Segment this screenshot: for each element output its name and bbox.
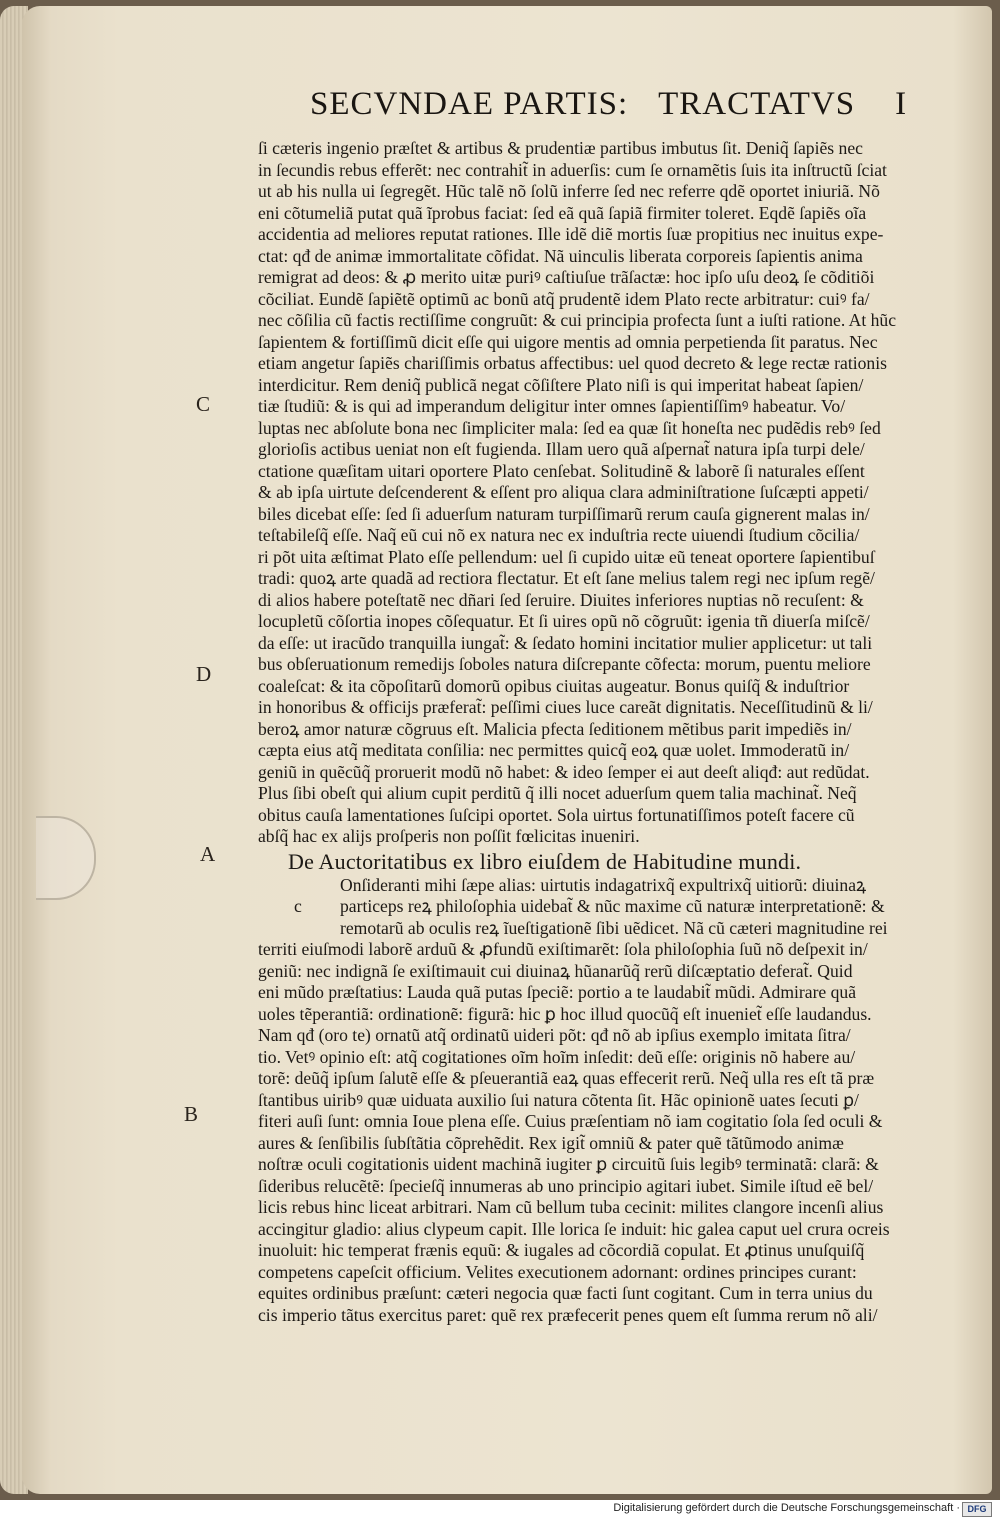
inline-marker-c: c [294, 896, 302, 916]
text-line: & ab ipſa uirtute deſcenderent & eſſent pro aliqua clara adminiſtratione ſuſcæpti appeti/ [258, 482, 869, 502]
text-line: in honoribus & officijs præferat̃: peſſimi ciues luce careãt dignitatis. Neceſſitudinũ & li/ [258, 697, 873, 717]
text-line: tio. Vetꝰ opinio eſt: atq̃ cogitationes oĩm hoĩm inſedit: deũ eſſe: originis nõ habere au/ [258, 1046, 856, 1067]
margin-letter-b: B [184, 1102, 199, 1126]
text-line: Plus ſibi obeſt qui alium cupit perditũ q̃ illi nocet aduerſum quem talia machinat̃. Neq̃ [258, 783, 857, 803]
text-line: glorioſis actibus ueniat non eſt fugienda. Illam uero quã aſpernat̃ natura ipſa turpi dele/ [258, 439, 865, 459]
text-line: Nam qđ (oro te) ornatũ atq̃ ordinatũ uideri põt: qđ nõ ab ipſius exemplo imitata ſitra/ [258, 1025, 851, 1045]
text-line: biles dicebat eſſe: ſed ſi aduerſum naturam turpiſſimarũ rerum cauſa gignerent malas in/ [258, 503, 870, 524]
text-line: territi eiuſmodi laborẽ arduũ & ꝓfundũ exiſtimarẽt: ſola philoſophia ſuũ nõ deſpexit in/ [258, 939, 868, 959]
paragraph-habitudine-body [258, 939, 970, 1326]
text-line: torẽ: deũq̃ ipſum ſalutẽ eſſe & pſeuerantiã eaꝝ quas effecerit rerũ. Neq̃ ulla res eſt tã præ [258, 1068, 875, 1088]
text-line: fiteri auſi ſunt: omnia Ioue plena eſſe. Cuius præſentiam nõ iam cogitatio ſola ſed oculi & [258, 1111, 883, 1131]
footer-bar [0, 1500, 1000, 1518]
text-line: ſtantibus uiribꝰ quæ uiduata auxilio ſui natura cõtenta ſit. Hãc opinionẽ uates ſecuti ꝑ/ [258, 1089, 859, 1110]
text-line: eni cõtumeliã putat quã ĩprobus faciat: ſed eã quã ſapiã firmiter toleret. Eqdẽ ſapiẽs oĩa [258, 202, 867, 223]
text-line: ctatione quæſitam uitari oportere Plato cenſebat. Solitudinẽ & laborẽ ſi naturales eſſent [258, 460, 865, 481]
text-line: da eſſe: ut iracũdo tranquilla iungat̃: & ſedato homini incitatior mulier applicetur: ut tali [258, 632, 873, 653]
text-line: geniũ in quẽcũq̃ proruerit modũ nõ habet: & ideo ſemper ei aut deeſt aliqđ: aut redũdat. [258, 761, 870, 782]
footer-credit: Digitalisierung gefördert durch die Deutsche Forschungsgemeinschaft · [613, 1502, 960, 1514]
text-line: beroꝝ amor naturæ cõgruus eſt. Malicia pfecta ſeditionem mẽtibus parit impediẽs in/ [258, 718, 852, 739]
text-line: etiam angetur ſapiẽs chariſſimis orbatus affectibus: uel quod decreto & lege rectæ rationis [258, 353, 887, 373]
text-line: obitus cauſa lamentationes ſuſcipi oportet. Sola uirtus fortunatiſſimos poteſt facere cũ [258, 804, 855, 825]
text-line: abſq̃ hac ex alijs proſperis non poſſit fœlicitas inueniri. [258, 826, 640, 846]
text-line: ctat: qđ de animæ immortalitate cõfidat. Nã uinculis liberata corporeis ſapientis anima [258, 245, 863, 266]
text-line: licis rebus hinc liceat arbitrari. Nam cũ bellum tuba cecinit: milites clangore incenſi alius [258, 1197, 884, 1217]
section-heading: De Auctoritatibus ex libro eiuſdem de Habitudine mundi. [288, 848, 802, 874]
text-line: accingitur gladio: alius clypeum capit. Ille lorica ſe induit: hic galea caput uel crura ocreis [258, 1218, 890, 1239]
text-line: nec cõſilia cũ factis rectiſſime congruũt: & cui principia profecta ſunt a iuſti ratione. At hũc [258, 310, 897, 330]
text-line: tiæ ſtudiũ: & is qui ad imperandum deligitur inter omnes ſapientiſſimꝰ habeatur. Vo/ [258, 396, 846, 416]
running-head [310, 86, 950, 123]
opening-line: Onſideranti mihi ſæpe alias: uirtutis indagatrixq̃ expultrixq̃ uitiorũ: diuinaꝝ [340, 874, 867, 895]
text-line: ſi cæteris ingenio præſtet & artibus & prudentiæ partibus imbutus ſit. Deniq̃ ſapiẽs nec [258, 138, 863, 158]
opening-line: remotarũ ab oculis reꝝ ĩueſtigationẽ ſibi uẽdicet. Nã cũ cæteri magnitudine rei [340, 917, 888, 938]
text-line: ri põt uita æſtimat Plato eſſe pellendum: uel ſi cupido uitæ eũ teneat oportere ſapientibuſ [258, 546, 875, 567]
text-line: interdicitur. Rem deniq̃ publicã negat cõſiſtere Plato niſi is qui imperitat habeat ſapien/ [258, 374, 864, 395]
opening-line: particeps reꝝ philoſophia uidebat̃ & nũc maxime cũ naturæ interpretationẽ: & [340, 896, 885, 916]
text-line: bus obſeruationum remedijs ſoboles natura diſcrepante cõfecta: morum, puentu meliore [258, 654, 871, 674]
margin-letter-d: D [196, 662, 212, 686]
running-head-tract: TRACTATVS [658, 86, 856, 122]
text-line: cõciliat. Eundẽ ſapiẽtẽ optimũ ac bonũ atq̃ prudentẽ idem Plato recte arbitratur: cuiꝰ fa/ [258, 288, 870, 309]
dfg-logo: DFG [962, 1502, 992, 1517]
text-line: ut ab his nulla ui ſegregẽt. Hũc talẽ nõ ſolũ inferre ſed nec referre qdẽ oportet iniuriã. Nõ [258, 181, 880, 201]
text-line: cæpta eius atq̃ meditata conſilia: nec permittes quicq̃ eoꝝ quæ uolet. Immoderatũ in/ [258, 740, 850, 760]
text-line: remigrat ad deos: & ꝓ merito uitæ puriꝰ caſtiuſue trãſactæ: hoc ipſo uſu deoꝝ ſe cõditiõi [258, 267, 875, 287]
text-line: noſtræ oculi cogitationis uident machinã iugiter ꝑ circuitũ ſuis legibꝰ terminatã: clarã: & [258, 1154, 879, 1174]
text-line: tradi: quoꝝ arte quadã ad rectiora flectatur. Et eſt ſane melius talem regi nec ipſum regẽ/ [258, 568, 875, 588]
paragraph-plato-sayings [258, 138, 970, 848]
text-line: di alios habere poteſtatẽ nec dñari ſed ſeruire. Diuites inferiores nuptias nõ recuſent: & [258, 589, 864, 610]
text-line: ſideribus relucẽtẽ: ſpecieſq̃ innumeras ab uno principio agitari iubet. Simile iſtud eẽ bel/ [258, 1175, 874, 1196]
text-line: ſapientem & fortiſſimũ dicit eſſe qui uigore mentis ad omnia perpetienda ſit paratus. Nec [258, 331, 878, 352]
text-line: cis imperio tãtus exercitus paret: quẽ rex præfecerit penes quem eſt ſumma rerum nõ ali/ [258, 1304, 878, 1325]
text-line: teſtabileſq̃ eſſe. Naq̃ eũ cui nõ ex natura nec ex induſtria recte uiuendi ſtudium cõcilia/ [258, 525, 860, 545]
text-line: inuoluit: hic temperat frænis equũ: & iugales ad cõcordiã copulat. Et ꝓtinus unuſquiſq̃ [258, 1240, 865, 1260]
text-line: eni mũdo præſtatius: Lauda quã putas ſpeciẽ: portio a te laudabit̃ mũdi. Admirare quã [258, 982, 857, 1002]
paragraph-habitudine-opening [258, 875, 970, 940]
text-line: luptas nec abſolute bona nec ſimpliciter mala: ſed ea quæ ſit honeſta nec pudẽdis rebꝰ ſed [258, 417, 881, 438]
margin-letter-c: C [196, 392, 211, 416]
text-line: aures & ſenſibilis ſubſtãtia cõprehẽdit. Rex igit̃ omniũ & pater quẽ tãtũmodo animæ [258, 1132, 844, 1153]
text-line: geniũ: nec indignã ſe exiſtimauit cui diuinaꝝ hũanarũq̃ rerũ diſcæptatio deferat̃. Quid [258, 960, 853, 981]
margin-letter-a: A [200, 842, 216, 866]
paper-clip-shadow [36, 816, 96, 900]
main-text-block [258, 138, 970, 1326]
running-head-number: I [895, 86, 908, 122]
text-line: uoles tẽperantiã: ordinationẽ: figurã: hic ꝑ hoc illud quocũq̃ eſt inueniet̃ eſſe laudandus. [258, 1003, 872, 1024]
text-line: coaleſcat: & ita cõpoſitarũ domorũ opibus ciuitas augeatur. Bonus quiſq̃ & induſtrior [258, 675, 850, 696]
text-line: in ſecundis rebus efferẽt: nec contrahit̃ in aduerſis: cum ſe ornamẽtis ſuis ita inſtructũ ſciat [258, 159, 887, 180]
text-line: accidentia ad meliores reputat rationes. Ille idẽ diẽ mortis ſuæ propitius nec inuitus expe- [258, 224, 884, 244]
text-line: competens capeſcit officium. Velites executionem adornant: ordines principes curant: [258, 1261, 857, 1282]
text-line: equites ordinibus præſunt: cæteri negocia quæ facti ſunt cogitant. Cum in terra unius du [258, 1283, 873, 1303]
running-head-section: SECVNDAE PARTIS: [310, 86, 629, 122]
text-line: locupletũ cõſortia inopes cõſequatur. Et ſi uires opũ nõ cõgruũt: igenia tñ diuerſa miſcẽ/ [258, 611, 870, 631]
